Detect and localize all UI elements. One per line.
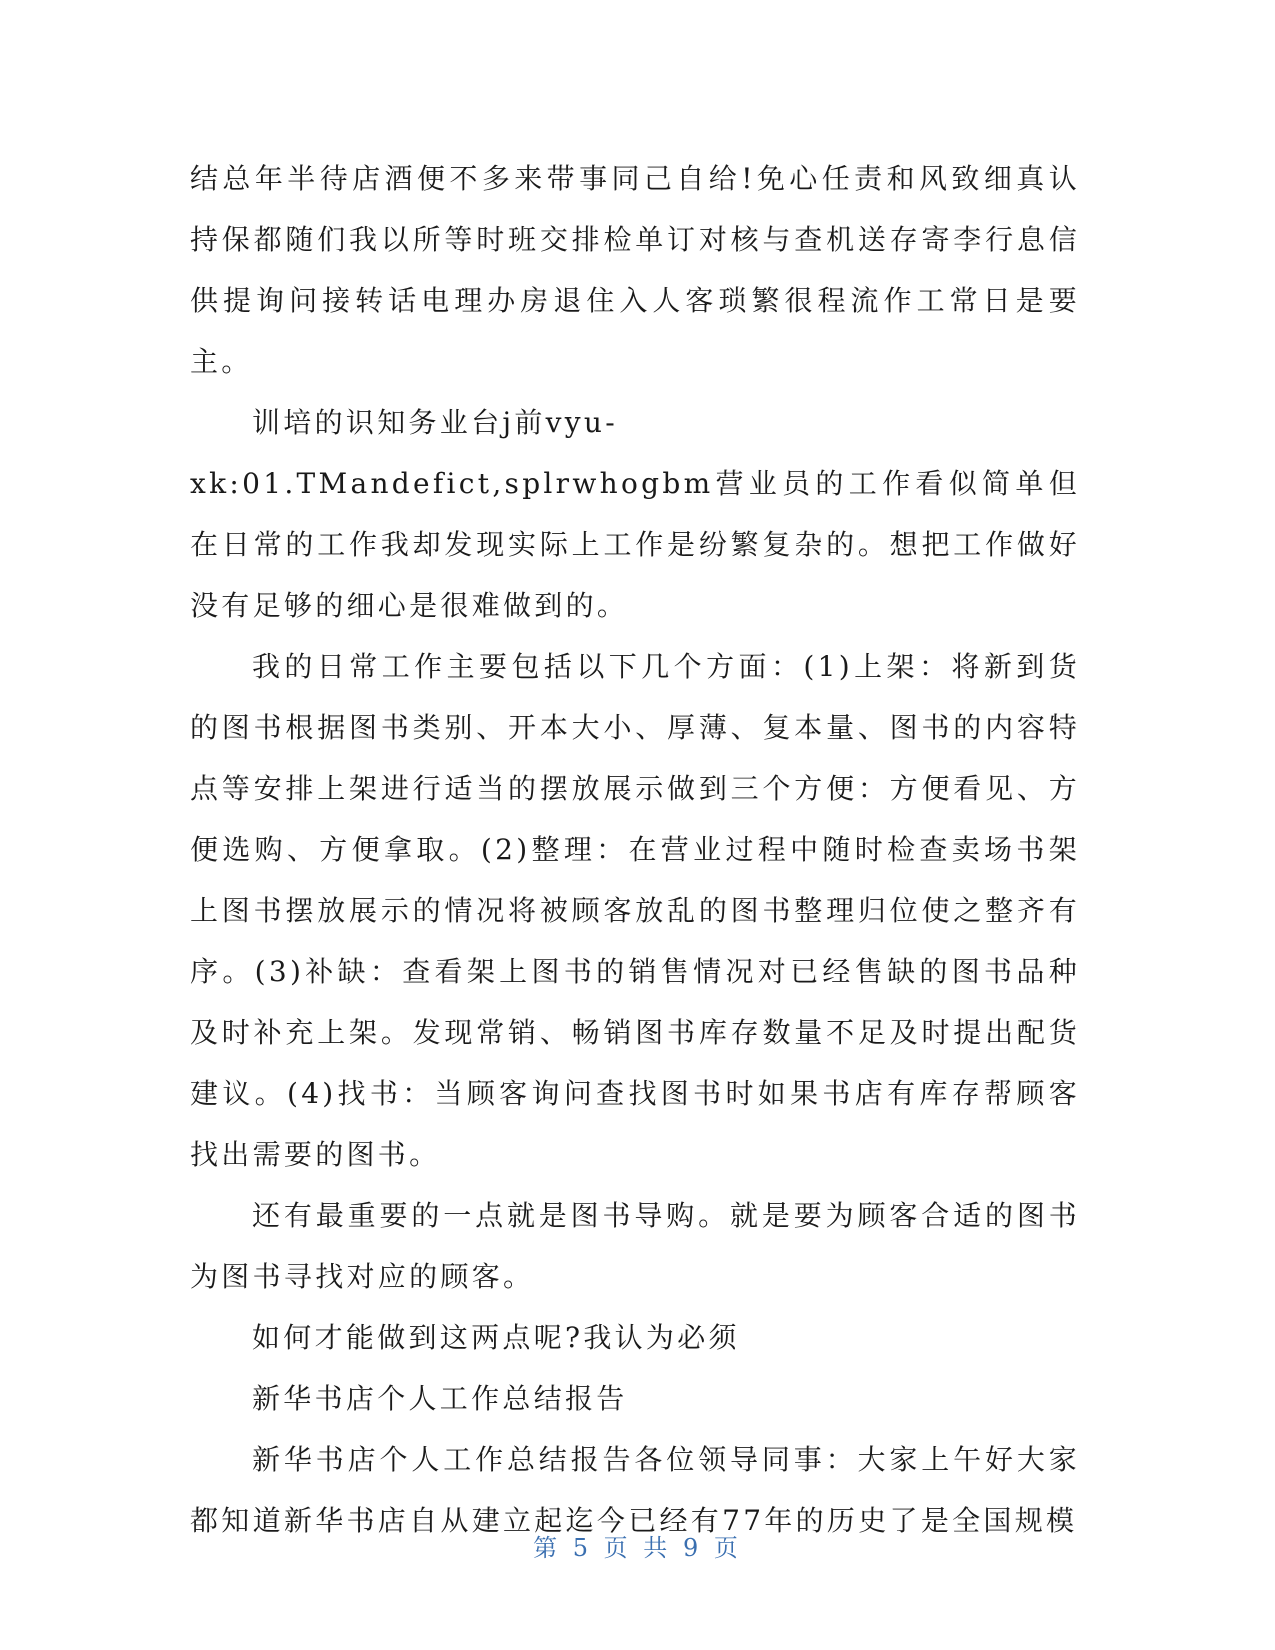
paragraph-5: 还有最重要的一点就是图书导购。就是要为顾客合适的图书为图书寻找对应的顾客。	[190, 1199, 1080, 1293]
current-page-number: 5	[572, 1534, 593, 1562]
total-pages-number: 9	[682, 1534, 703, 1562]
page-footer	[0, 1528, 1275, 1563]
paragraph-2: 训培的识知务业台j前vyu-	[252, 406, 619, 439]
paragraph-7: 新华书店个人工作总结报告各位领导同事：大家上午好大家都知道新华书店自从建立起迄今已经有77年的历史了是全国规模	[190, 1443, 1080, 1537]
paragraph-4: 我的日常工作主要包括以下几个方面：(1)上架：将新到货的图书根据图书类别、开本大小、厚薄、复本量、图书的内容特点等安排上架进行适当的摆放展示做到三个方便：方便看见、方便选购、方便拿取。(2)整理：在营业过程中随时检查卖场书架上图书摆放展示的情况将被顾客放乱的图书整理归位使之整齐有序。(3)补缺：查看架上图书的销售情况对已经售缺的图书品种及时补充上架。发现常销、畅销图书库存数量不足及时提出配货建议。(4)找书：当顾客询问查找图书时如果书店有库存帮顾客找出需要的图书。	[190, 650, 1080, 1171]
section-heading: 新华书店个人工作总结报告	[252, 1382, 628, 1415]
footer-suffix: 页	[713, 1534, 742, 1562]
footer-middle: 页 共	[603, 1534, 672, 1562]
paragraph-1: 结总年半待店酒便不多来带事同己自给!免心任责和风致细真认持保都随们我以所等时班交排检单订对核与查机送存寄李行息信供提询问接转话电理办房退住入人客琐繁很程流作工常日是要主。	[190, 162, 1080, 378]
paragraph-3: xk:01.TMandefict,splrwhogbm营业员的工作看似简单但在日常的工作我却发现实际上工作是纷繁复杂的。想把工作做好没有足够的细心是很难做到的。	[190, 467, 1080, 622]
paragraph-6: 如何才能做到这两点呢?我认为必须	[252, 1321, 740, 1354]
footer-prefix: 第	[533, 1534, 562, 1562]
document-body	[190, 148, 1080, 1551]
